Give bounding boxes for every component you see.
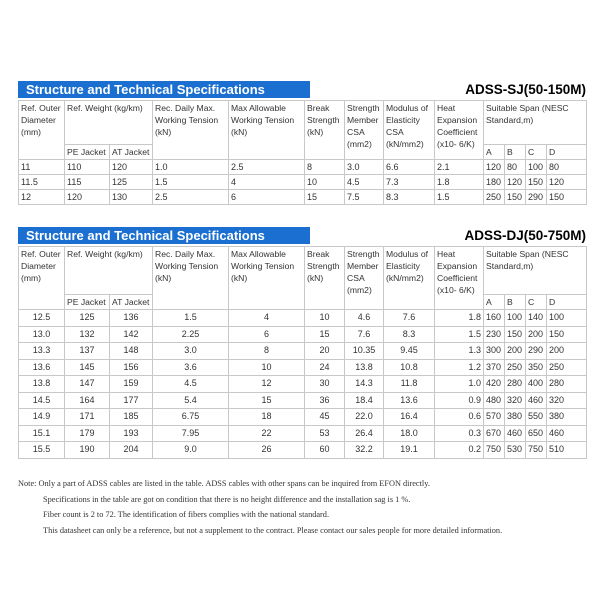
col-header-pe-jacket: PE Jacket — [65, 295, 110, 310]
table-cell: 11.8 — [384, 376, 435, 393]
table-cell: 179 — [65, 425, 110, 442]
table-cell: 115 — [65, 175, 110, 190]
dj-header-bar — [18, 227, 586, 244]
table-cell: 400 — [526, 376, 547, 393]
table-cell: 8.3 — [384, 326, 435, 343]
col-header-pe-jacket: PE Jacket — [65, 145, 110, 160]
table-row — [19, 392, 587, 409]
table-cell: 125 — [110, 175, 153, 190]
table-cell: 60 — [305, 442, 345, 459]
table-cell: 125 — [65, 310, 110, 327]
table-cell: 18.4 — [345, 392, 384, 409]
table-cell: 156 — [110, 359, 153, 376]
table-cell: 250 — [505, 359, 526, 376]
col-header-span-d: D — [547, 295, 587, 310]
table-cell: 137 — [65, 343, 110, 360]
table-cell: 13.8 — [345, 359, 384, 376]
table-cell: 6 — [229, 190, 305, 205]
table-cell: 650 — [526, 425, 547, 442]
table-cell: 350 — [526, 359, 547, 376]
table-cell: 145 — [65, 359, 110, 376]
table-cell: 80 — [505, 160, 526, 175]
table-cell: 9.0 — [153, 442, 229, 459]
table-cell: 200 — [526, 326, 547, 343]
table-cell: 132 — [65, 326, 110, 343]
table-cell: 460 — [547, 425, 587, 442]
table-cell: 45 — [305, 409, 345, 426]
table-cell: 380 — [505, 409, 526, 426]
table-cell: 120 — [484, 160, 505, 175]
sj-section — [18, 81, 586, 205]
col-header-span-d: D — [547, 145, 587, 160]
table-cell: 570 — [484, 409, 505, 426]
table-cell: 10.35 — [345, 343, 384, 360]
table-cell: 180 — [484, 175, 505, 190]
table-cell: 120 — [547, 175, 587, 190]
table-cell: 13.6 — [384, 392, 435, 409]
table-cell: 150 — [526, 175, 547, 190]
col-header-suitable-span: Suitable Span (NESC Standard,m) — [484, 247, 587, 295]
table-cell: 1.8 — [435, 175, 484, 190]
dj-model-name: ADSS-DJ(50-750M) — [464, 228, 586, 243]
table-cell: 164 — [65, 392, 110, 409]
table-cell: 53 — [305, 425, 345, 442]
table-cell: 12.5 — [19, 310, 65, 327]
table-cell: 10.8 — [384, 359, 435, 376]
table-row — [19, 310, 587, 327]
dj-table-body — [19, 310, 587, 459]
note-line: Specifications in the table are got on condition that there is no height difference and the installation sag is 1 %. — [43, 494, 411, 504]
table-cell: 100 — [505, 310, 526, 327]
table-cell: 15 — [229, 392, 305, 409]
table-cell: 1.0 — [435, 376, 484, 393]
table-cell: 150 — [547, 326, 587, 343]
table-cell: 150 — [547, 190, 587, 205]
col-header-rec-tension: Rec. Daily Max. Working Tension (kN) — [153, 247, 229, 310]
table-row — [19, 190, 587, 205]
table-cell: 15 — [305, 190, 345, 205]
table-cell: 320 — [547, 392, 587, 409]
table-cell: 15.1 — [19, 425, 65, 442]
table-cell: 26.4 — [345, 425, 384, 442]
col-header-max-tension: Max Allowable Working Tension (kN) — [229, 247, 305, 310]
table-cell: 14.3 — [345, 376, 384, 393]
table-cell: 20 — [305, 343, 345, 360]
table-cell: 320 — [505, 392, 526, 409]
table-cell: 120 — [505, 175, 526, 190]
table-cell: 280 — [505, 376, 526, 393]
note-line: Note: Only a part of ADSS cables are listed in the table. ADSS cables with other spans can be inquired from EFON directly. — [18, 479, 430, 488]
table-row — [19, 442, 587, 459]
table-cell: 1.3 — [435, 343, 484, 360]
table-cell: 250 — [547, 359, 587, 376]
table-cell: 150 — [505, 190, 526, 205]
table-cell: 110 — [65, 160, 110, 175]
table-cell: 13.6 — [19, 359, 65, 376]
col-header-heat-expansion: Heat Expansion Coefficient (x10- 6/K) — [435, 101, 484, 160]
note-line: Fiber count is 2 to 72. The identification of fibers complies with the national standard. — [43, 510, 330, 519]
table-cell: 0.6 — [435, 409, 484, 426]
col-header-weight: Ref. Weight (kg/km) — [65, 101, 153, 145]
col-header-at-jacket: AT Jacket — [110, 295, 153, 310]
table-cell: 30 — [305, 376, 345, 393]
table-cell: 1.5 — [435, 326, 484, 343]
sj-model-name: ADSS-SJ(50-150M) — [465, 82, 586, 97]
table-cell: 12 — [19, 190, 65, 205]
table-cell: 160 — [484, 310, 505, 327]
col-header-csa: Strength Member CSA (mm2) — [345, 101, 384, 160]
sj-section-title: Structure and Technical Specifications — [18, 81, 310, 98]
table-cell: 136 — [110, 310, 153, 327]
table-cell: 100 — [526, 160, 547, 175]
col-header-weight: Ref. Weight (kg/km) — [65, 247, 153, 295]
dj-section — [18, 227, 586, 459]
col-header-suitable-span: Suitable Span (NESC Standard,m) — [484, 101, 587, 145]
table-cell: 550 — [526, 409, 547, 426]
table-cell: 510 — [547, 442, 587, 459]
table-row — [19, 326, 587, 343]
sj-header-bar — [18, 81, 586, 98]
table-cell: 12 — [229, 376, 305, 393]
table-cell: 16.4 — [384, 409, 435, 426]
table-cell: 1.5 — [435, 190, 484, 205]
col-header-csa: Strength Member CSA (mm2) — [345, 247, 384, 310]
table-cell: 190 — [65, 442, 110, 459]
table-cell: 177 — [110, 392, 153, 409]
col-header-span-a: A — [484, 145, 505, 160]
table-cell: 147 — [65, 376, 110, 393]
table-cell: 26 — [229, 442, 305, 459]
table-cell: 1.5 — [153, 175, 229, 190]
table-cell: 460 — [526, 392, 547, 409]
table-cell: 14.9 — [19, 409, 65, 426]
table-row — [19, 175, 587, 190]
table-cell: 22 — [229, 425, 305, 442]
table-cell: 290 — [526, 343, 547, 360]
table-cell: 24 — [305, 359, 345, 376]
table-cell: 140 — [526, 310, 547, 327]
table-cell: 3.0 — [153, 343, 229, 360]
table-cell: 200 — [547, 343, 587, 360]
table-cell: 15.5 — [19, 442, 65, 459]
table-cell: 10 — [229, 359, 305, 376]
sj-table-body — [19, 160, 587, 205]
table-cell: 11 — [19, 160, 65, 175]
table-cell: 19.1 — [384, 442, 435, 459]
table-cell: 159 — [110, 376, 153, 393]
table-cell: 10 — [305, 310, 345, 327]
table-cell: 280 — [547, 376, 587, 393]
table-cell: 1.5 — [153, 310, 229, 327]
table-row — [19, 376, 587, 393]
col-header-span-b: B — [505, 145, 526, 160]
table-cell: 18.0 — [384, 425, 435, 442]
col-header-span-c: C — [526, 295, 547, 310]
table-row — [19, 160, 587, 175]
col-header-span-a: A — [484, 295, 505, 310]
note-line: This datasheet can only be a reference, but not a supplement to the contract. Please contact our sales people for more detailed information. — [43, 525, 503, 535]
col-header-span-b: B — [505, 295, 526, 310]
table-cell: 36 — [305, 392, 345, 409]
col-header-rec-tension: Rec. Daily Max. Working Tension (kN) — [153, 101, 229, 160]
table-cell: 7.95 — [153, 425, 229, 442]
table-cell: 10 — [305, 175, 345, 190]
col-header-break-strength: Break Strength (kN) — [305, 101, 345, 160]
table-cell: 460 — [505, 425, 526, 442]
table-cell: 18 — [229, 409, 305, 426]
table-cell: 80 — [547, 160, 587, 175]
table-cell: 3.0 — [345, 160, 384, 175]
table-cell: 300 — [484, 343, 505, 360]
table-cell: 1.2 — [435, 359, 484, 376]
table-cell: 370 — [484, 359, 505, 376]
table-cell: 4 — [229, 175, 305, 190]
table-cell: 7.6 — [384, 310, 435, 327]
dj-spec-table — [18, 246, 587, 459]
table-cell: 6 — [229, 326, 305, 343]
table-cell: 7.5 — [345, 190, 384, 205]
sj-spec-table — [18, 100, 587, 205]
table-cell: 1.0 — [153, 160, 229, 175]
table-cell: 8 — [229, 343, 305, 360]
col-header-modulus: Modulus of Elasticity (kN/mm2) — [384, 247, 435, 310]
table-cell: 8 — [305, 160, 345, 175]
table-cell: 2.25 — [153, 326, 229, 343]
table-cell: 420 — [484, 376, 505, 393]
table-cell: 204 — [110, 442, 153, 459]
col-header-span-c: C — [526, 145, 547, 160]
table-cell: 250 — [484, 190, 505, 205]
table-cell: 4.5 — [153, 376, 229, 393]
table-cell: 11.5 — [19, 175, 65, 190]
table-cell: 193 — [110, 425, 153, 442]
table-cell: 8.3 — [384, 190, 435, 205]
table-cell: 171 — [65, 409, 110, 426]
table-cell: 6.6 — [384, 160, 435, 175]
table-cell: 4 — [229, 310, 305, 327]
table-cell: 22.0 — [345, 409, 384, 426]
table-cell: 670 — [484, 425, 505, 442]
table-cell: 13.3 — [19, 343, 65, 360]
col-header-diameter: Ref. Outer Diameter (mm) — [19, 101, 65, 160]
table-cell: 7.6 — [345, 326, 384, 343]
table-cell: 15 — [305, 326, 345, 343]
table-cell: 290 — [526, 190, 547, 205]
col-header-break-strength: Break Strength (kN) — [305, 247, 345, 310]
table-cell: 32.2 — [345, 442, 384, 459]
table-cell: 750 — [484, 442, 505, 459]
table-cell: 480 — [484, 392, 505, 409]
table-cell: 2.1 — [435, 160, 484, 175]
table-row — [19, 359, 587, 376]
table-cell: 2.5 — [153, 190, 229, 205]
table-cell: 13.8 — [19, 376, 65, 393]
table-cell: 4.6 — [345, 310, 384, 327]
table-cell: 750 — [526, 442, 547, 459]
table-row — [19, 425, 587, 442]
table-cell: 120 — [65, 190, 110, 205]
table-cell: 13.0 — [19, 326, 65, 343]
table-cell: 0.2 — [435, 442, 484, 459]
table-cell: 230 — [484, 326, 505, 343]
table-cell: 4.5 — [345, 175, 384, 190]
table-cell: 100 — [547, 310, 587, 327]
col-header-heat-expansion: Heat Expansion Coefficient (x10- 6/K) — [435, 247, 484, 310]
table-cell: 142 — [110, 326, 153, 343]
table-cell: 6.75 — [153, 409, 229, 426]
col-header-modulus: Modulus of Elasticity CSA (kN/mm2) — [384, 101, 435, 160]
table-cell: 5.4 — [153, 392, 229, 409]
table-cell: 3.6 — [153, 359, 229, 376]
col-header-max-tension: Max Allowable Working Tension (kN) — [229, 101, 305, 160]
col-header-diameter: Ref. Outer Diameter (mm) — [19, 247, 65, 310]
table-cell: 0.9 — [435, 392, 484, 409]
table-cell: 9.45 — [384, 343, 435, 360]
table-cell: 530 — [505, 442, 526, 459]
table-cell: 0.3 — [435, 425, 484, 442]
table-cell: 2.5 — [229, 160, 305, 175]
table-cell: 148 — [110, 343, 153, 360]
footnotes — [18, 476, 593, 538]
table-row — [19, 343, 587, 360]
table-cell: 200 — [505, 343, 526, 360]
table-cell: 185 — [110, 409, 153, 426]
table-cell: 7.3 — [384, 175, 435, 190]
table-row — [19, 409, 587, 426]
table-cell: 120 — [110, 160, 153, 175]
col-header-at-jacket: AT Jacket — [110, 145, 153, 160]
table-cell: 130 — [110, 190, 153, 205]
table-cell: 14.5 — [19, 392, 65, 409]
table-cell: 1.8 — [435, 310, 484, 327]
table-cell: 150 — [505, 326, 526, 343]
table-cell: 380 — [547, 409, 587, 426]
dj-section-title: Structure and Technical Specifications — [18, 227, 310, 244]
